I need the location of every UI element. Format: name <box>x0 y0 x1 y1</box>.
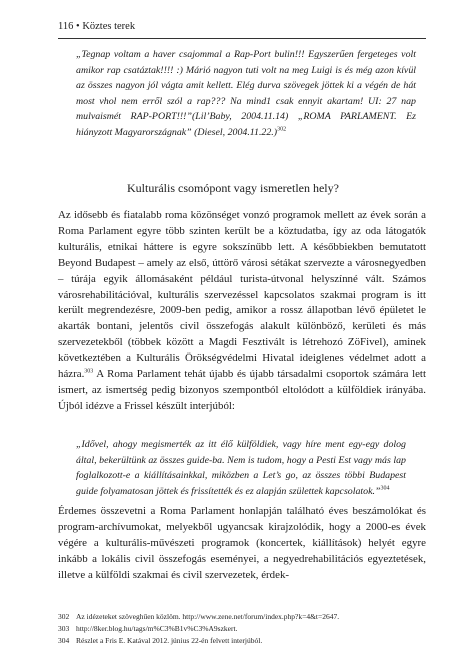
block-quote-interview <box>76 437 406 499</box>
running-header <box>58 21 135 32</box>
section-heading: Kulturális csomópont vagy ismeretlen hely? <box>127 181 339 195</box>
footnote-number: 304 <box>58 636 70 645</box>
quote-text: „Tegnap voltam a haver csajommal a Rap-Port bulin!!! Egyszerűen fergeteges volt amikor rap csatáztak!!!! :) Márió nagyon tuti volt na meg Luigi is és még azon kívül az összes nagyon jól vágta amit kellett. Elég durva szövegek jöttek ki a végén de hát most vhol nem erről szól a rap??? Na mind1 csak ennyit akartam! UI: 27 nap mulvaismét RAP-PORT!!!”(Lil’Baby, 2004.11.14) „ROMA PARLAMENT. Ez hiányzott Magyarországnak” (Diesel, 2004.11.22.) <box>76 49 416 138</box>
paragraph-text-continued: A Roma Parlament tehát újabb és újabb társadalmi csoportok számára lett ismert, az ismertség pedig bizonyos szempontból eltolódott a külföldiek irányába. Újból idézve a Frissel készült interjúból: <box>58 368 426 412</box>
footnote-text: Az idézeteket szöveghűen közlöm. http://www.zene.net/forum/index.php?k=4&t=2647. <box>76 612 340 621</box>
body-paragraph <box>58 504 426 584</box>
header-separator: • <box>76 21 80 32</box>
footnote-ref[interactable]: 302 <box>277 126 287 133</box>
footnote-number: 302 <box>58 612 70 621</box>
footnote <box>58 635 426 647</box>
footnotes <box>58 611 426 647</box>
footnote-ref[interactable]: 304 <box>380 485 390 492</box>
body-paragraph <box>58 208 426 415</box>
paragraph-text: Érdemes összevetni a Roma Parlament honlapján található éves beszámolókat és program-archívumokat, melyekből ugyancsak kirajzolódik, hogy a 2000-es évek végére a kulturális-művészeti programok (koncertek, kiállítások) helyét egyre inkább a lokális civil összefogás eseményei, a negyedrehabilitációs egyeztetések, illetve a külföldi szakmai és civil szervezetek, érdek- <box>58 505 426 581</box>
footnote <box>58 611 426 623</box>
quote-text: „Idővel, ahogy megismerték az itt élő külföldiek, vagy híre ment egy-egy dolog által, bekerültünk az összes guide-ba. Nem is tudom, hogy a Pesti Est vagy más lap foglalkozott-e a kiállításainkkal, miközben a Let’s go, az összes többi Budapest guide folyamatosan jöttek és frissítették és ez alapján születtek kapcsolatok.” <box>76 439 406 497</box>
header-rule <box>58 38 426 39</box>
footnote <box>58 623 426 635</box>
footnote-text[interactable]: http://8ker.blog.hu/tags/m%C3%B1v%C3%A9szkert. <box>76 624 238 633</box>
paragraph-text: Az idősebb és fiatalabb roma közönséget vonzó programok mellett az évek során a Roma Parlament egyre több szinten került be a köztudatba, így az oda látogatók kulturális, etnikai háttere is egyre sokszínűbb lett. A későbbiekben bemutatott Beyond Budapest – amely az első, úttörő városi sétákat szervezte a városnegyedben – túrája egyik állomásaként például turista-útvonal helyszínné vált. Számos városrehabilitációval, kulturális szervezéssel kapcsolatos szakmai program is itt került megrendezésre, 2009-ben pedig, amikor a rossz állapotban lévő épületet le akarták bontani, jelentős civil összefogás alakult különböző, kerületi és más szervezetekből (többek között a Magdi Fesztivált is létrehozó ZöFivel), aminek következtében a Kulturális Örökségvédelmi Hivatal ideiglenes védelmet adott a házra. <box>58 209 426 381</box>
footnote-number: 303 <box>58 624 70 633</box>
running-title: Köztes terek <box>82 21 136 32</box>
footnote-ref[interactable]: 303 <box>84 368 94 375</box>
block-quote-forum <box>76 47 416 140</box>
footnote-text: Részlet a Fris E. Katával 2012. június 22-én felvett interjúból. <box>76 636 263 645</box>
page-number: 116 <box>58 21 74 32</box>
